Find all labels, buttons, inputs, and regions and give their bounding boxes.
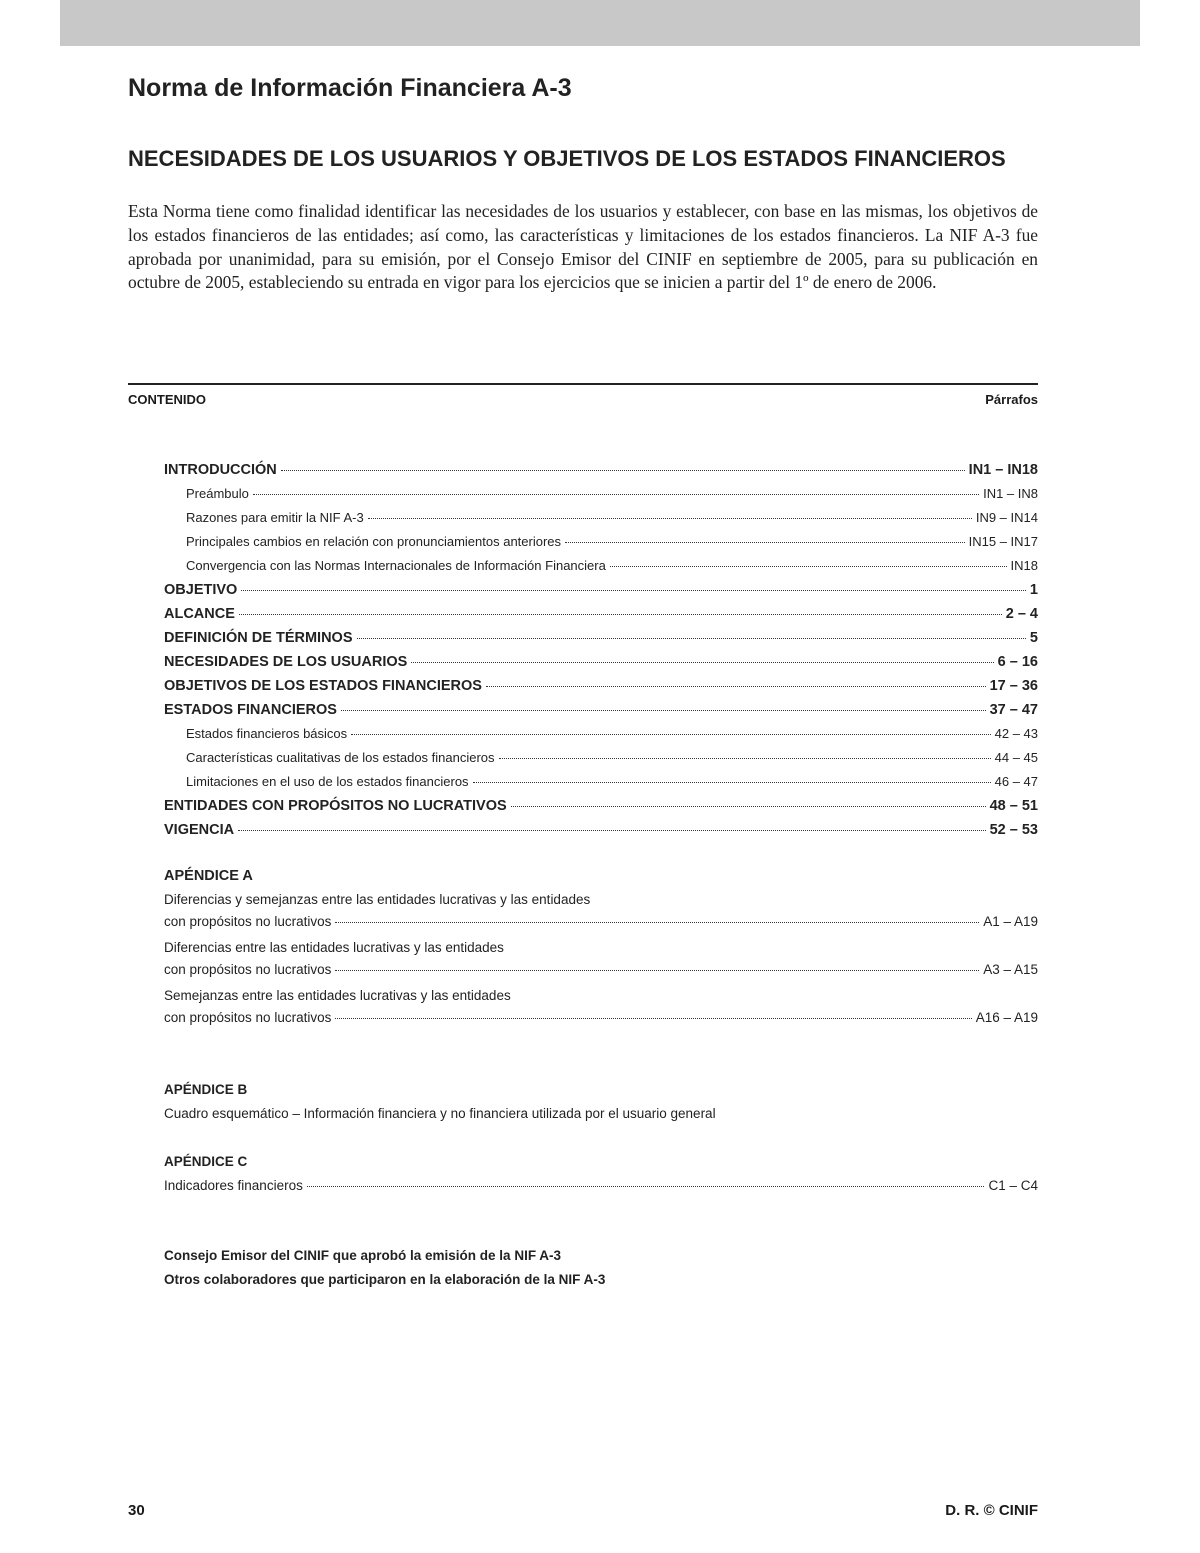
appendix-b-text[interactable]: Cuadro esquemático – Información financiera y no financiera utilizada por el usuario general — [164, 1106, 716, 1121]
copyright-notice: D. R. © CINIF — [945, 1502, 1038, 1519]
appendix-c-heading: APÉNDICE C — [164, 1154, 248, 1169]
toc-label: NECESIDADES DE LOS USUARIOS — [164, 654, 408, 670]
toc-entry-introduccion[interactable] — [164, 462, 1038, 484]
toc-paragraphs: C1 – C4 — [988, 1178, 1038, 1193]
toc-label: Preámbulo — [186, 486, 249, 501]
toc-paragraphs: 44 – 45 — [994, 750, 1038, 765]
leader-dots — [411, 662, 993, 663]
leader-dots — [253, 494, 979, 495]
intro-paragraph: Esta Norma tiene como finalidad identificar las necesidades de los usuarios y establecer, con base en las mismas, los objetivos de los estados financieros de las entidades; así como, las características y limitaciones de los estados financieros. La NIF A-3 fue aprobada por unanimidad, para su emisión, por el Consejo Emisor del CINIF en septiembre de 2005, para su publicación en octubre de 2005, estableciendo su entrada en vigor para los ejercicios que se inicien a partir del 1º de enero de 2006. — [128, 201, 1038, 293]
appendix-a-item-1-line1: Diferencias y semejanzas entre las entidades lucrativas y las entidades — [164, 892, 591, 907]
toc-paragraphs: IN18 — [1010, 558, 1038, 573]
toc-entry-definicion-terminos[interactable] — [164, 630, 1038, 652]
page-number: 30 — [128, 1502, 145, 1519]
toc-paragraphs: A16 – A19 — [975, 1010, 1038, 1025]
leader-dots — [335, 1018, 971, 1019]
leader-dots — [335, 922, 979, 923]
toc-paragraphs: 1 — [1029, 582, 1038, 598]
toc-label: Razones para emitir la NIF A-3 — [186, 510, 364, 525]
toc-paragraphs: 52 – 53 — [989, 822, 1038, 838]
contents-header: CONTENIDO — [128, 392, 206, 407]
appendix-a-item-1[interactable] — [164, 914, 1038, 936]
toc-paragraphs: A1 – A19 — [983, 914, 1038, 929]
toc-label: DEFINICIÓN DE TÉRMINOS — [164, 630, 353, 646]
toc-label: VIGENCIA — [164, 822, 235, 838]
appendix-a-item-3[interactable] — [164, 1010, 1038, 1032]
appendix-c-item[interactable] — [164, 1178, 1038, 1200]
toc-label: ENTIDADES CON PROPÓSITOS NO LUCRATIVOS — [164, 798, 507, 814]
toc-paragraphs: IN9 – IN14 — [975, 510, 1038, 525]
toc-entry-estados-basicos[interactable] — [186, 726, 1038, 748]
toc-label: Convergencia con las Normas Internacionales de Información Financiera — [186, 558, 606, 573]
paragraphs-header: Párrafos — [985, 392, 1038, 407]
leader-dots — [357, 638, 1026, 639]
top-gray-band — [60, 0, 1140, 46]
toc-entry-convergencia[interactable] — [186, 558, 1038, 580]
leader-dots — [499, 758, 991, 759]
toc-entry-objetivos-estados[interactable] — [164, 678, 1038, 700]
appendix-a-item-2-line1: Diferencias entre las entidades lucrativas y las entidades — [164, 940, 504, 955]
toc-label: con propósitos no lucrativos — [164, 914, 332, 929]
toc-entry-razones[interactable] — [186, 510, 1038, 532]
toc-label: INTRODUCCIÓN — [164, 462, 277, 478]
toc-paragraphs: 48 – 51 — [989, 798, 1038, 814]
closing-consejo-emisor[interactable]: Consejo Emisor del CINIF que aprobó la emisión de la NIF A-3 — [164, 1248, 562, 1263]
toc-paragraphs: 46 – 47 — [994, 774, 1038, 789]
contents-rule — [128, 383, 1038, 385]
leader-dots — [241, 590, 1026, 591]
leader-dots — [238, 830, 986, 831]
toc-paragraphs: IN1 – IN8 — [983, 486, 1038, 501]
appendix-b-heading: APÉNDICE B — [164, 1082, 248, 1097]
toc-entry-principales-cambios[interactable] — [186, 534, 1038, 556]
toc-label: OBJETIVOS DE LOS ESTADOS FINANCIEROS — [164, 678, 482, 694]
toc-label: Limitaciones en el uso de los estados financieros — [186, 774, 469, 789]
toc-label: OBJETIVO — [164, 582, 238, 598]
leader-dots — [473, 782, 991, 783]
document-title: Norma de Información Financiera A-3 — [128, 74, 572, 102]
toc-paragraphs: 2 – 4 — [1005, 606, 1038, 622]
appendix-a-item-3-line1: Semejanzas entre las entidades lucrativas y las entidades — [164, 988, 511, 1003]
leader-dots — [511, 806, 986, 807]
toc-label: Indicadores financieros — [164, 1178, 303, 1193]
toc-paragraphs: IN15 – IN17 — [968, 534, 1038, 549]
toc-paragraphs: 42 – 43 — [994, 726, 1038, 741]
toc-entry-limitaciones[interactable] — [186, 774, 1038, 796]
leader-dots — [281, 470, 965, 471]
toc-paragraphs: A3 – A15 — [983, 962, 1038, 977]
toc-entry-alcance[interactable] — [164, 606, 1038, 628]
toc-paragraphs: 37 – 47 — [989, 702, 1038, 718]
leader-dots — [565, 542, 965, 543]
leader-dots — [239, 614, 1002, 615]
toc-label: Estados financieros básicos — [186, 726, 348, 741]
leader-dots — [307, 1186, 985, 1187]
toc-paragraphs: IN1 – IN18 — [968, 462, 1038, 478]
appendix-a-heading: APÉNDICE A — [164, 868, 253, 884]
leader-dots — [486, 686, 986, 687]
toc-paragraphs: 17 – 36 — [989, 678, 1038, 694]
leader-dots — [368, 518, 972, 519]
toc-entry-entidades-no-lucrativas[interactable] — [164, 798, 1038, 820]
document-subtitle: NECESIDADES DE LOS USUARIOS Y OBJETIVOS DE LOS ESTADOS FINANCIEROS — [128, 146, 1006, 171]
toc-label: con propósitos no lucrativos — [164, 1010, 332, 1025]
leader-dots — [341, 710, 986, 711]
appendix-a-item-2[interactable] — [164, 962, 1038, 984]
toc-entry-objetivo[interactable] — [164, 582, 1038, 604]
leader-dots — [610, 566, 1007, 567]
toc-entry-necesidades-usuarios[interactable] — [164, 654, 1038, 676]
closing-otros-colaboradores[interactable]: Otros colaboradores que participaron en la elaboración de la NIF A-3 — [164, 1272, 606, 1287]
toc-label: ALCANCE — [164, 606, 235, 622]
toc-entry-vigencia[interactable] — [164, 822, 1038, 844]
toc-label: Características cualitativas de los estados financieros — [186, 750, 495, 765]
toc-label: con propósitos no lucrativos — [164, 962, 332, 977]
toc-entry-estados-financieros[interactable] — [164, 702, 1038, 724]
toc-entry-caracteristicas[interactable] — [186, 750, 1038, 772]
leader-dots — [351, 734, 990, 735]
toc-entry-preambulo[interactable] — [186, 486, 1038, 508]
toc-label: ESTADOS FINANCIEROS — [164, 702, 337, 718]
toc-label: Principales cambios en relación con pronunciamientos anteriores — [186, 534, 562, 549]
toc-paragraphs: 6 – 16 — [997, 654, 1038, 670]
toc-paragraphs: 5 — [1029, 630, 1038, 646]
leader-dots — [335, 970, 979, 971]
